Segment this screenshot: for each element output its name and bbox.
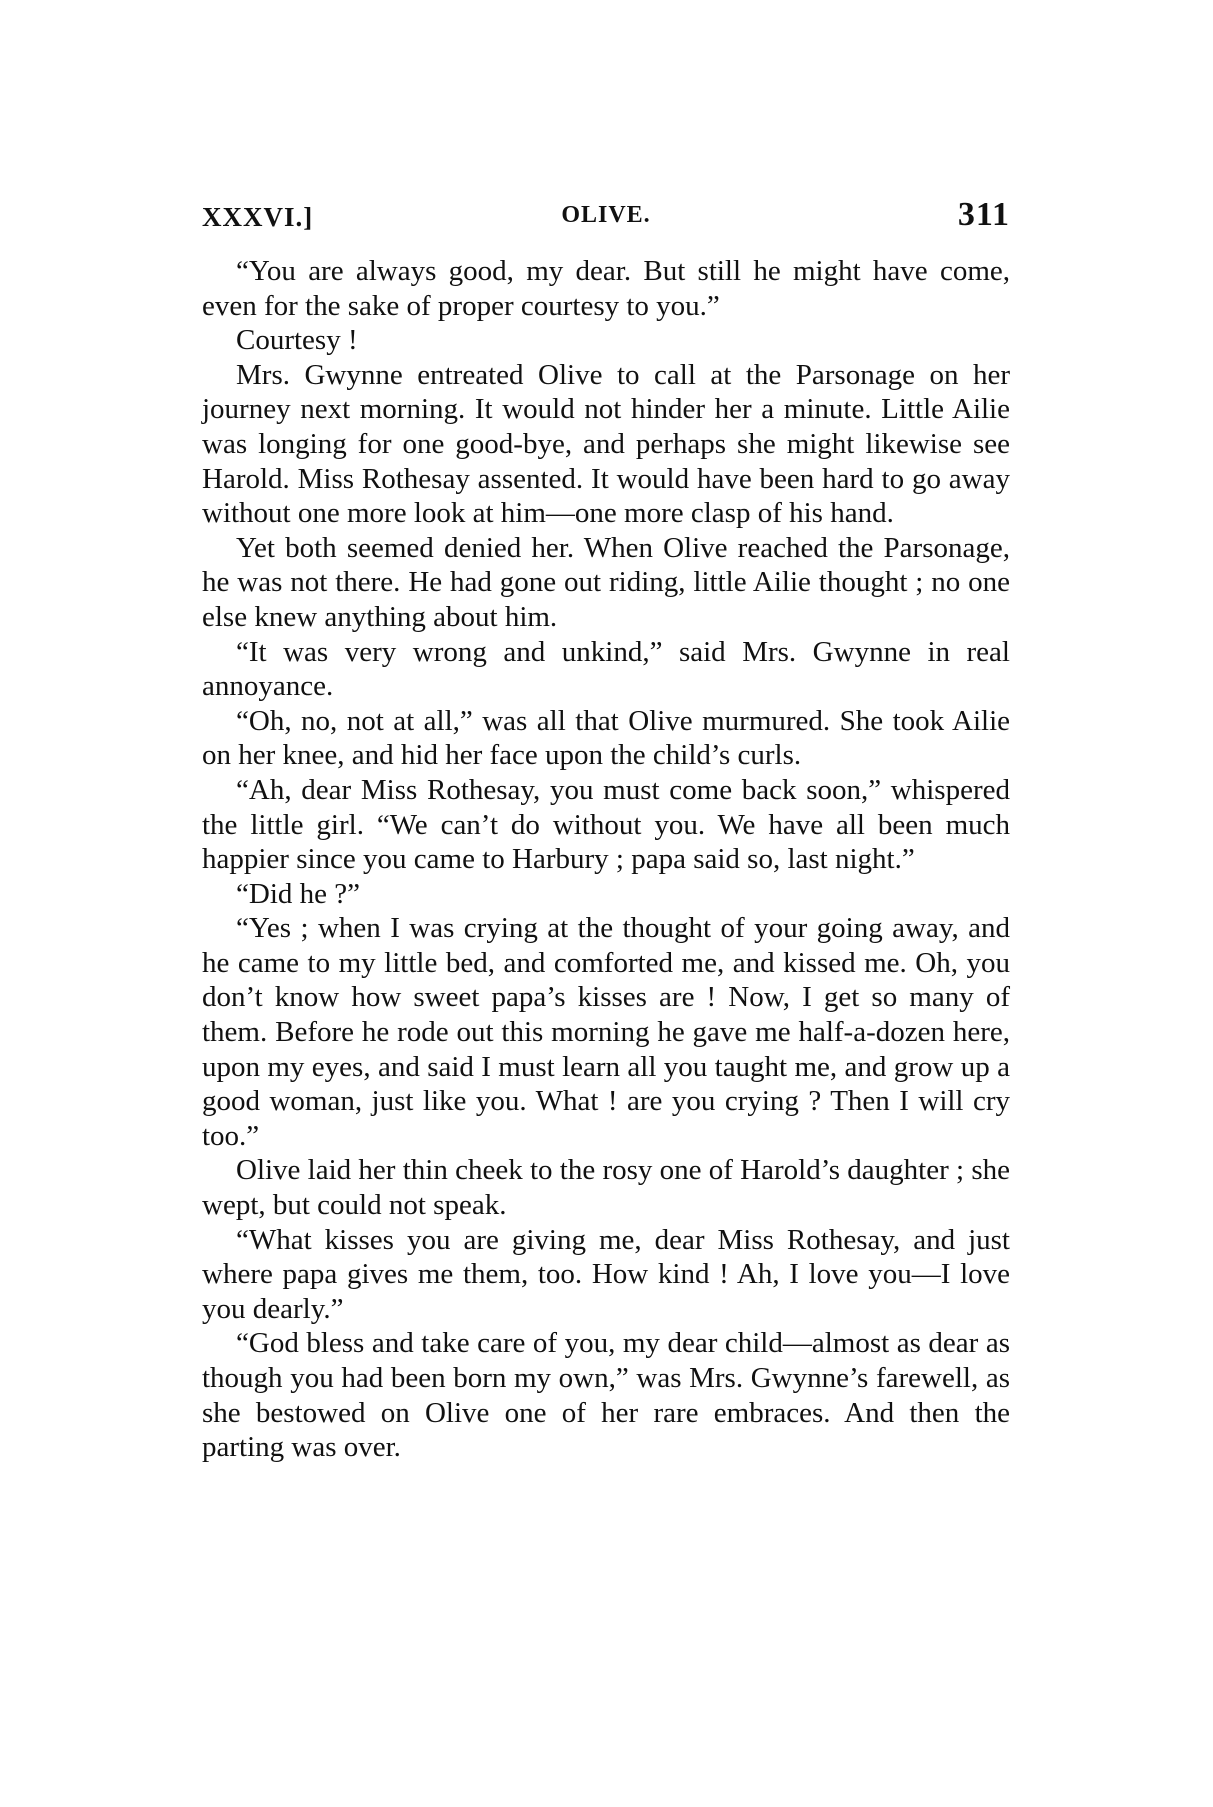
paragraph: Olive laid her thin cheek to the rosy one of Harold’s daughter ; she wept, but could not speak. <box>202 1154 1010 1222</box>
chapter-marker: XXXVI.] <box>202 202 314 232</box>
paragraph: “Yes ; when I was crying at the thought of your going away, and he came to my little bed, and comforted me, and kissed me. Oh, you don’t know how sweet papa’s kisses are ! Now, I get so many of them. Before he rode out this morning he gave me half-a-dozen here, upon my eyes, and said I must learn all you taught me, and grow up a good woman, just like you. What ! are you crying ? Then I will cry too.” <box>202 912 1010 1152</box>
paragraph: Mrs. Gwynne entreated Olive to call at the Parsonage on her journey next morning. It would not hinder her a minute. Little Ailie was longing for one good-bye, and perhaps she might likewise see Harold. Miss Rothesay assented. It would have been hard to go away without one more look at him—one more clasp of his hand. <box>202 358 1010 530</box>
paragraph: “You are always good, my dear. But still he might have come, even for the sake of proper courtesy to you.” <box>202 255 1010 322</box>
paragraph: “God bless and take care of you, my dear child—almost as dear as though you had been born my own,” was Mrs. Gwynne’s farewell, as she bestowed on Olive one of her rare embraces. And then the parting was over. <box>202 1327 1010 1464</box>
paragraph: “What kisses you are giving me, dear Miss Rothesay, and just where papa gives me them, too. How kind ! Ah, I love you—I love you dearly.” <box>202 1223 1010 1325</box>
paragraph: “It was very wrong and unkind,” said Mrs. Gwynne in real annoyance. <box>202 635 1010 703</box>
paragraph: Yet both seemed denied her. When Olive reached the Parsonage, he was not there. He had gone out riding, little Ailie thought ; no one else knew anything about him. <box>202 531 1010 633</box>
body-text <box>202 254 1010 1465</box>
page-number: 311 <box>957 196 1010 233</box>
paragraph: Courtesy ! <box>236 324 358 357</box>
running-head <box>202 196 1010 240</box>
paragraph: “Oh, no, not at all,” was all that Olive murmured. She took Ailie on her knee, and hid her face upon the child’s curls. <box>202 704 1010 772</box>
paragraph: “Did he ?” <box>236 877 360 910</box>
paragraph: “Ah, dear Miss Rothesay, you must come back soon,” whispered the little girl. “We can’t do without you. We have all been much happier since you came to Harbury ; papa said so, last night.” <box>202 773 1010 876</box>
running-title: OLIVE. <box>561 202 651 228</box>
